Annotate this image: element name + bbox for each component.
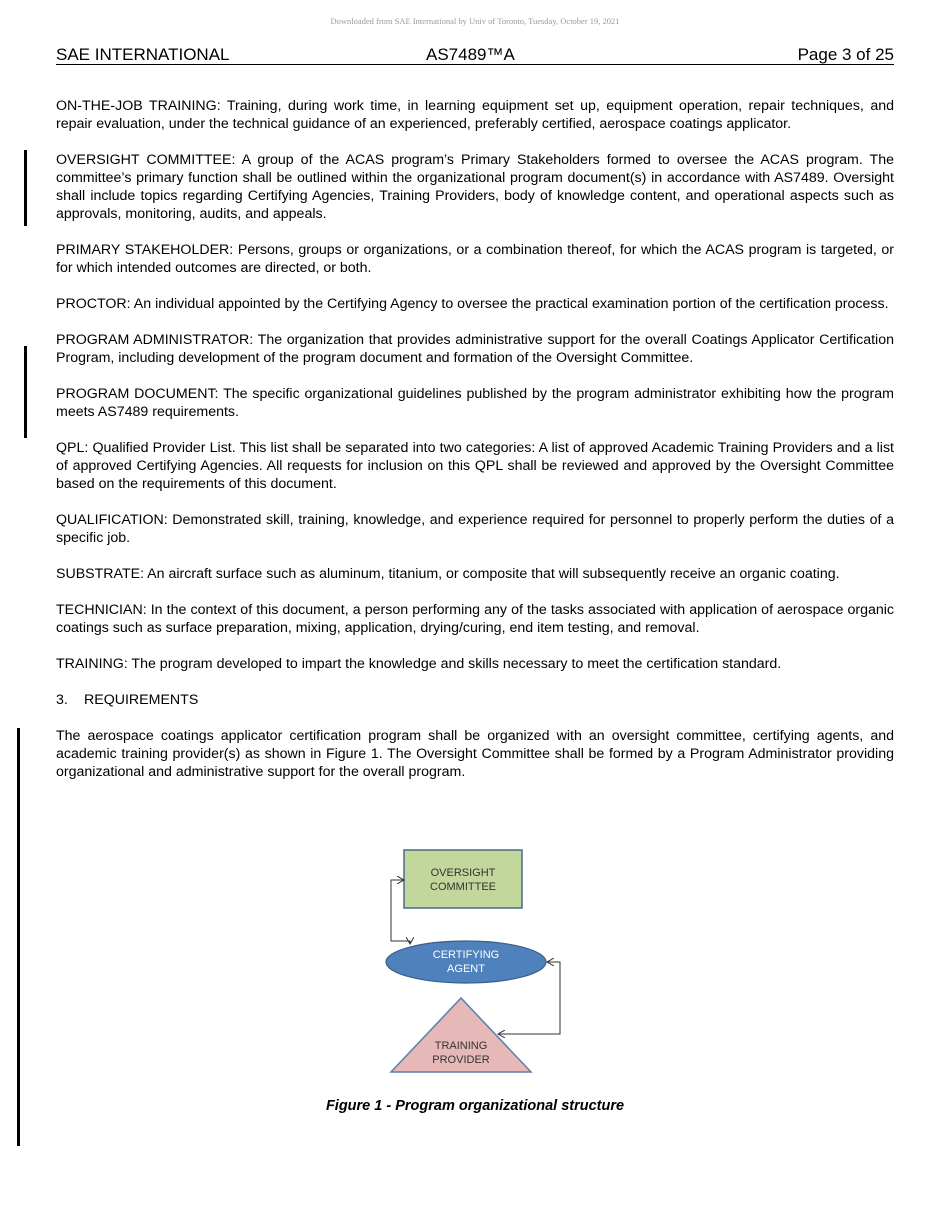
org-structure-diagram xyxy=(380,844,570,1078)
section-paragraph: The aerospace coatings applicator certification program shall be organized with an oversight committee, certifying agents, and academic training provider(s) as shown in Figure 1. The Oversight Committee shall be formed by a Program Administrator providing organizational and administrative support for the overall program. xyxy=(56,728,894,780)
change-bar xyxy=(24,150,27,226)
header-organization: SAE INTERNATIONAL xyxy=(56,45,230,64)
org-structure-figure xyxy=(380,844,570,1078)
definition-on-the-job-training: ON-THE-JOB TRAINING: Training, during work time, in learning equipment set up, equipment operation, repair techniques, and repair evaluation, under the technical guidance of an experienced, preferably certified, aerospace coatings applicator. xyxy=(56,98,894,132)
document-body xyxy=(56,97,894,799)
section-heading xyxy=(56,691,894,709)
change-bar xyxy=(17,728,20,1146)
definition-primary-stakeholder: PRIMARY STAKEHOLDER: Persons, groups or organizations, or a combination thereof, for which the ACAS program is targeted, or for which intended outcomes are directed, or both. xyxy=(56,242,894,276)
download-watermark: Downloaded from SAE International by Univ of Toronto, Tuesday, October 19, 2021 xyxy=(330,16,620,26)
certifying-agent-label-2: AGENT xyxy=(447,963,485,975)
figure-caption: Figure 1 - Program organizational structure xyxy=(325,1098,625,1114)
section-title: REQUIREMENTS xyxy=(84,692,199,708)
definition-technician: TECHNICIAN: In the context of this document, a person performing any of the tasks associated with application of aerospace organic coatings such as surface preparation, mixing, application, drying/curing, end item testing, and removal. xyxy=(56,602,894,636)
header-page-number: Page 3 of 25 xyxy=(797,45,894,64)
definition-program-document: PROGRAM DOCUMENT: The specific organizational guidelines published by the program administrator exhibiting how the program meets AS7489 requirements. xyxy=(56,386,894,420)
page-header xyxy=(56,45,894,65)
header-document-number: AS7489™A xyxy=(426,45,515,64)
section-number: 3. xyxy=(56,692,68,708)
training-provider-label-2: PROVIDER xyxy=(432,1054,490,1066)
definition-qpl: QPL: Qualified Provider List. This list shall be separated into two categories: A list of approved Academic Training Providers and a list of approved Certifying Agencies. All requests for inclusion on this QPL shall be reviewed and approved by the Oversight Committee based on the requirements of this document. xyxy=(56,440,894,492)
definition-training: TRAINING: The program developed to impart the knowledge and skills necessary to meet the certification standard. xyxy=(56,656,782,672)
oversight-committee-label-2: COMMITTEE xyxy=(430,881,496,893)
definition-oversight-committee: OVERSIGHT COMMITTEE: A group of the ACAS program’s Primary Stakeholders formed to oversee the ACAS program. The committee’s primary function shall be outlined within the organizational program document(s) in accordance with AS7489. Oversight shall include topics regarding Certifying Agencies, Training Providers, body of knowledge content, and operational aspects such as approvals, monitoring, audits, and appeals. xyxy=(56,152,894,222)
definition-qualification: QUALIFICATION: Demonstrated skill, training, knowledge, and experience required for personnel to properly perform the duties of a specific job. xyxy=(56,512,894,546)
certifying-agent-ellipse xyxy=(386,941,546,983)
definition-substrate: SUBSTRATE: An aircraft surface such as aluminum, titanium, or composite that will subsequently receive an organic coating. xyxy=(56,566,840,582)
connector-arrow-agent xyxy=(391,941,410,944)
definition-proctor: PROCTOR: An individual appointed by the Certifying Agency to oversee the practical examination portion of the certification process. xyxy=(56,296,889,312)
oversight-committee-box xyxy=(404,850,522,908)
change-bar xyxy=(24,346,27,438)
oversight-committee-label: OVERSIGHT xyxy=(430,867,496,879)
training-provider-label: TRAINING xyxy=(434,1040,488,1052)
definition-program-administrator: PROGRAM ADMINISTRATOR: The organization that provides administrative support for the overall Coatings Applicator Certification Program, including development of the program document and formation of the Oversight Committee. xyxy=(56,332,894,366)
certifying-agent-label: CERTIFYING xyxy=(432,949,500,961)
